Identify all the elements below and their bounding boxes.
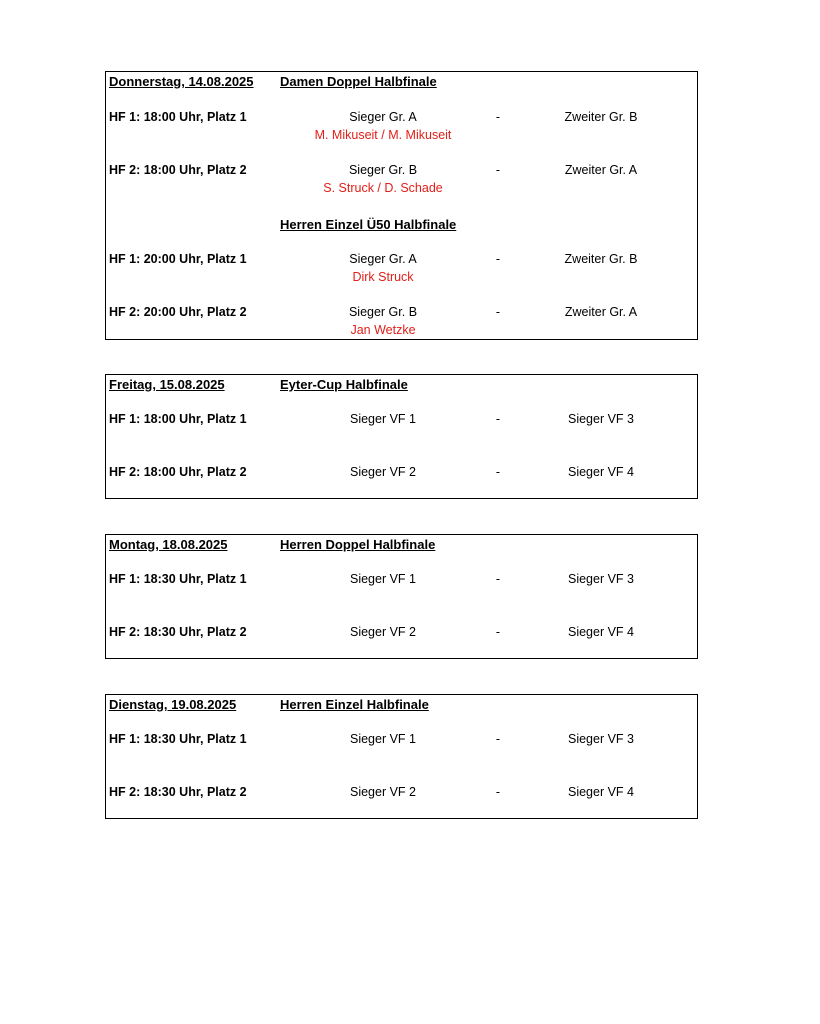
- block-date: Donnerstag, 14.08.2025: [109, 74, 254, 89]
- match-away: Sieger VF 3: [567, 732, 634, 746]
- match-time-label: HF 1: 18:30 Uhr, Platz 1: [109, 732, 247, 746]
- match-home: Sieger Gr. B: [348, 163, 418, 177]
- match-row: [106, 412, 697, 452]
- match-separator: -: [495, 305, 501, 319]
- block-title: Eyter-Cup Halbfinale: [280, 377, 408, 392]
- block-subtitle: Herren Einzel Ü50 Halbfinale: [280, 217, 457, 232]
- match-home: Sieger VF 2: [349, 785, 416, 799]
- match-winner: Jan Wetzke: [350, 323, 416, 337]
- match-time-label: HF 2: 18:30 Uhr, Platz 2: [109, 625, 247, 639]
- match-separator: -: [495, 110, 501, 124]
- match-separator: -: [495, 625, 501, 639]
- match-away: Sieger VF 4: [567, 465, 634, 479]
- match-winner: Dirk Struck: [352, 270, 414, 284]
- match-separator: -: [495, 785, 501, 799]
- block-date: Montag, 18.08.2025: [109, 537, 228, 552]
- schedule-block-friday: [105, 374, 698, 499]
- match-time-label: HF 2: 18:30 Uhr, Platz 2: [109, 785, 247, 799]
- match-away: Sieger VF 3: [567, 572, 634, 586]
- block-title: Damen Doppel Halbfinale: [280, 74, 437, 89]
- match-row: [106, 110, 697, 150]
- match-away: Sieger VF 3: [567, 412, 634, 426]
- match-away: Zweiter Gr. A: [564, 305, 638, 319]
- match-row: [106, 305, 697, 345]
- match-away: Sieger VF 4: [567, 625, 634, 639]
- match-home: Sieger Gr. A: [349, 252, 417, 266]
- block-title: Herren Einzel Halbfinale: [280, 697, 429, 712]
- match-row: [106, 785, 697, 825]
- match-time-label: HF 1: 18:00 Uhr, Platz 1: [109, 412, 247, 426]
- match-time-label: HF 2: 20:00 Uhr, Platz 2: [109, 305, 247, 319]
- match-away: Zweiter Gr. B: [564, 252, 638, 266]
- match-row: [106, 465, 697, 505]
- block-title: Herren Doppel Halbfinale: [280, 537, 436, 552]
- match-home: Sieger VF 1: [349, 572, 416, 586]
- schedule-block-monday: [105, 534, 698, 659]
- match-separator: -: [495, 732, 501, 746]
- block-date: Dienstag, 19.08.2025: [109, 697, 237, 712]
- match-separator: -: [495, 163, 501, 177]
- match-row: [106, 572, 697, 612]
- match-winner: S. Struck / D. Schade: [323, 181, 443, 195]
- schedule-block-tuesday: [105, 694, 698, 819]
- match-separator: -: [495, 465, 501, 479]
- match-row: [106, 625, 697, 665]
- block-date: Freitag, 15.08.2025: [109, 377, 225, 392]
- match-home: Sieger Gr. B: [348, 305, 418, 319]
- match-away: Sieger VF 4: [567, 785, 634, 799]
- match-time-label: HF 2: 18:00 Uhr, Platz 2: [109, 163, 247, 177]
- match-winner: M. Mikuseit / M. Mikuseit: [314, 128, 452, 142]
- match-separator: -: [495, 572, 501, 586]
- match-separator: -: [495, 412, 501, 426]
- match-time-label: HF 1: 18:00 Uhr, Platz 1: [109, 110, 247, 124]
- match-home: Sieger VF 1: [349, 412, 416, 426]
- match-home: Sieger VF 2: [349, 465, 416, 479]
- match-time-label: HF 2: 18:00 Uhr, Platz 2: [109, 465, 247, 479]
- match-away: Zweiter Gr. B: [564, 110, 638, 124]
- schedule-block-thursday: [105, 71, 698, 340]
- match-home: Sieger Gr. A: [349, 110, 417, 124]
- match-row: [106, 732, 697, 772]
- match-home: Sieger VF 1: [349, 732, 416, 746]
- match-time-label: HF 1: 18:30 Uhr, Platz 1: [109, 572, 247, 586]
- match-row: [106, 163, 697, 203]
- match-time-label: HF 1: 20:00 Uhr, Platz 1: [109, 252, 247, 266]
- match-separator: -: [495, 252, 501, 266]
- match-row: [106, 252, 697, 292]
- match-away: Zweiter Gr. A: [564, 163, 638, 177]
- match-home: Sieger VF 2: [349, 625, 416, 639]
